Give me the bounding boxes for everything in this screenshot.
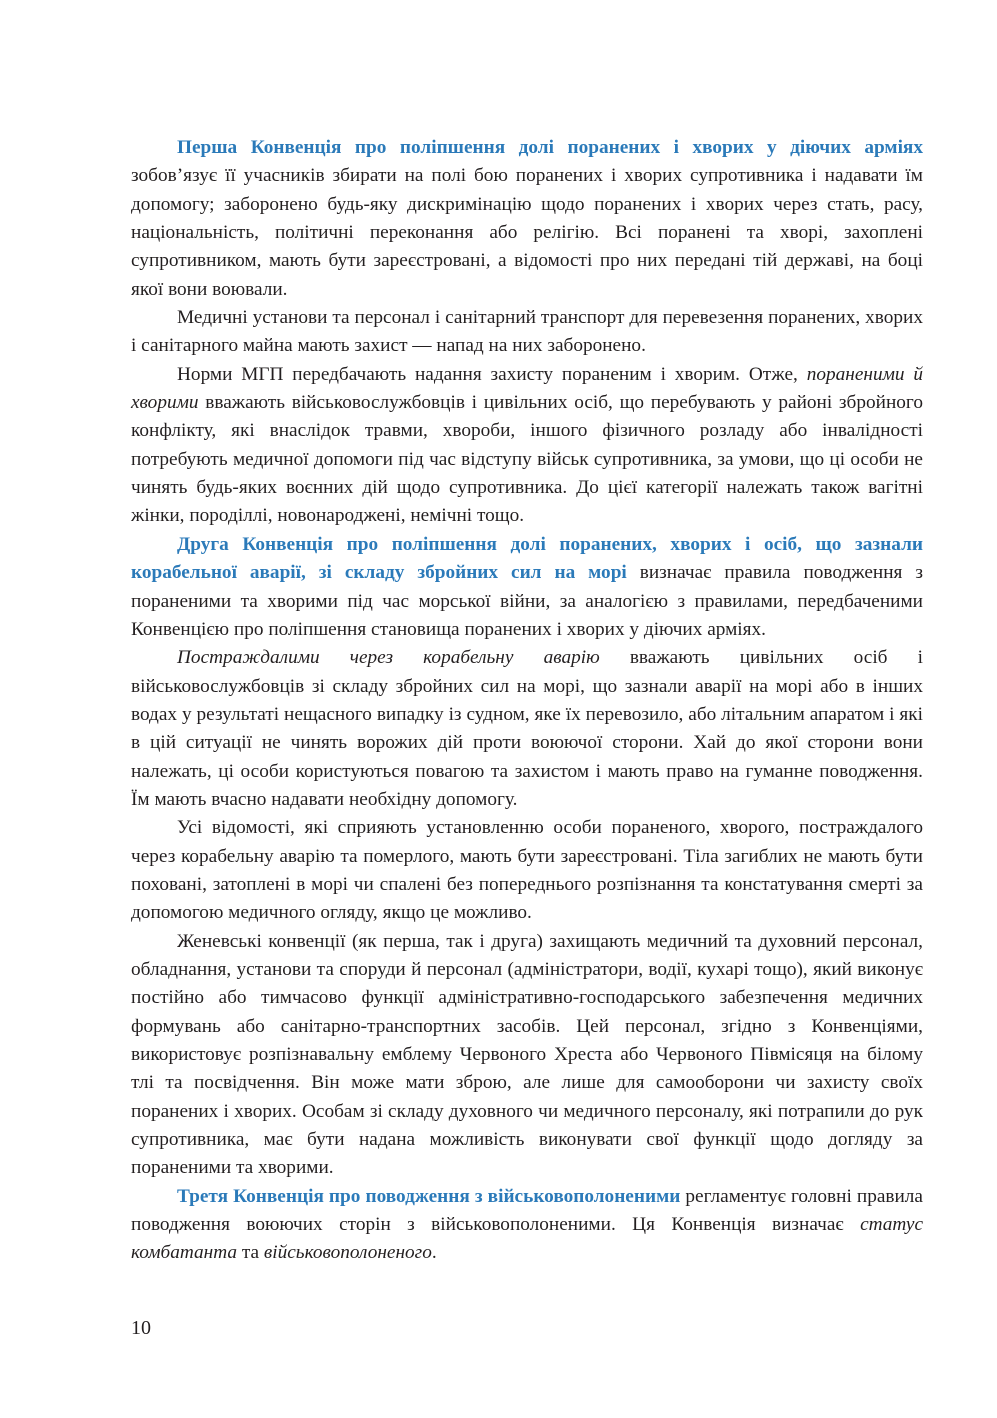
term-shipwrecked: Постраждалими через корабельну аварію <box>177 647 600 669</box>
page-body <box>131 134 923 1268</box>
term-wounded-and-sick: пораненими й хворими <box>131 363 923 414</box>
paragraph-second-convention <box>131 531 923 644</box>
paragraph-registration <box>131 814 923 927</box>
paragraph-text: зобов’язує її учасників збирати на полі бою поранених і хворих супротивника і надавати їм допомогу; заборонено будь-яку дискримінацію щодо поранених і хворих через стать, расу, національність, політичні переконання або релігію. Всі поранені та хворі, захоплені супротивником, мають бути зареєстровані, а відомості про них передані тій державі, на боці якої вони воювали. <box>131 165 923 300</box>
term-prisoner-of-war: військовополоненого <box>263 1242 432 1264</box>
paragraph-text: визначає правила поводження з пораненими та хворими під час морської війни, за аналогією з правилами, передбаченими Конвенцією про поліпшення становища поранених і хворих у діючих арміях. <box>131 562 923 640</box>
paragraph-text: вважають військовослужбовців і цивільних осіб, що перебувають у районі збройного конфлікту, які внаслідок травми, хвороби, іншого фізичного розладу або інвалідності потребують медичної допомоги під час відступу військ супротивника, за умови, що ці особи не чинять будь-яких воєнних дій щодо супротивника. До цієї категорії належать також вагітні жінки, породіллі, новонароджені, немічні тощо. <box>131 392 923 527</box>
paragraph-text: Медичні установи та персонал і санітарний транспорт для перевезення поранених, хворих і санітарного майна мають захист — напад на них заборонено. <box>131 307 923 357</box>
paragraph-text: вважають цивільних осіб і військовослужбовців зі складу збройних сил на морі, що зазнали аварії на морі або в інших водах у результаті нещасного випадку із судном, яке їх перевозило, або літальним апаратом і які в цій ситуації не чинять ворожих дій проти воюючої сторони. Хай до якої сторони вони належать, ці особи користуються повагою та захистом і мають право на гуманне поводження. Їм мають вчасно надавати необхідну допомогу. <box>131 647 923 810</box>
second-convention-title: Друга Конвенція про поліпшення долі поранених, хворих і осіб, що зазнали корабельної аварії, зі складу збройних сил на морі <box>131 533 923 584</box>
paragraph-medical-protection <box>131 304 923 361</box>
paragraph-text: . <box>431 1242 437 1264</box>
paragraph-wounded-definition <box>131 361 923 531</box>
paragraph-text: Норми МГП передбачають надання захисту пораненим і хворим. Отже, <box>177 363 807 385</box>
paragraph-geneva-personnel <box>131 928 923 1183</box>
first-convention-title: Перша Конвенція про поліпшення долі поранених і хворих у діючих арміях <box>177 137 923 158</box>
paragraph-third-convention <box>131 1183 923 1268</box>
paragraph-shipwrecked-definition <box>131 644 923 814</box>
paragraph-text: Женевські конвенції (як перша, так і друга) захищають медичний та духовний персонал, обладнання, установи та споруди й персонал (адміністратори, водії, кухарі тощо), який виконує постійно або тимчасово функції адміністративно-господарського забезпечення медичних формувань або санітарно-транспортних засобів. Цей персонал, згідно з Конвенціями, використовує розпізнавальну емблему Червоного Хреста або Червоного Півмісяця на білому тлі та посвідчення. Він може мати зброю, але лише для самооборони чи захисту своїх поранених і хворих. Особам зі складу духовного чи медичного персоналу, які потрапили до рук супротивника, має бути надана можливість виконувати свої функції щодо догляду за пораненими та хворими. <box>131 930 923 1179</box>
paragraph-first-convention <box>131 134 923 304</box>
page-number: 10 <box>131 1317 151 1339</box>
paragraph-text: Усі відомості, які сприяють установленню особи пораненого, хворого, постраждалого через корабельну аварію та померлого, мають бути зареєстровані. Тіла загиблих не мають бути поховані, затоплені в морі чи спалені без попереднього розпізнання та констатування смерті за допомогою медичного огляду, якщо це можливо. <box>131 817 923 924</box>
third-convention-title: Третя Конвенція про поводження з військовополоненими <box>177 1185 681 1207</box>
term-combatant-status: статус комбатанта <box>131 1214 923 1264</box>
paragraph-text: регламентує головні правила поводження воюючих сторін з військовополоненими. Ця Конвенція визначає <box>131 1185 923 1236</box>
paragraph-text: та <box>237 1242 264 1264</box>
